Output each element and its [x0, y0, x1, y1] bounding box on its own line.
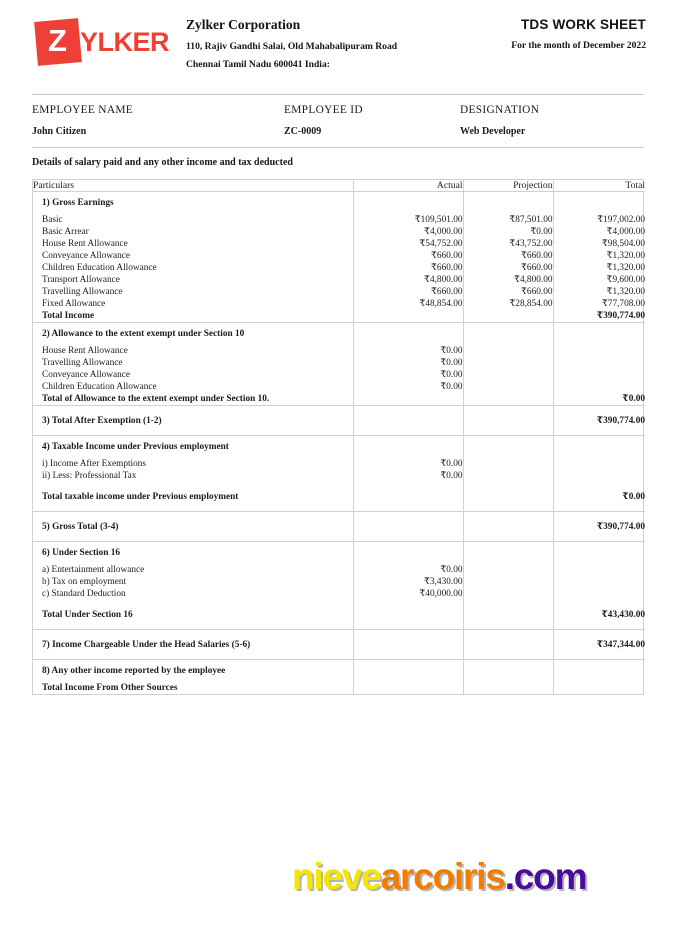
- table-row: [33, 345, 645, 357]
- row-projection: ₹28,854.00: [463, 298, 553, 310]
- watermark: [292, 857, 586, 897]
- employee-header-row: [0, 95, 676, 124]
- row-actual: ₹0.00: [353, 564, 463, 576]
- row-actual: [353, 660, 463, 683]
- row-total: [553, 682, 645, 694]
- row-projection: [463, 406, 553, 436]
- employee-designation-label: DESIGNATION: [460, 104, 540, 116]
- table-row: [33, 564, 645, 576]
- row-actual: ₹109,501.00: [353, 214, 463, 226]
- row-label: b) Tax on employment: [42, 577, 127, 587]
- table-row: [33, 630, 645, 660]
- row-projection: [463, 660, 553, 683]
- row-actual: ₹54,752.00: [353, 238, 463, 250]
- logo-wordmark: YLKER: [80, 27, 170, 57]
- row-label: Total Income From Other Sources: [42, 683, 178, 693]
- row-label: a) Entertainment allowance: [42, 565, 145, 575]
- row-actual: [353, 393, 463, 406]
- row-projection: [463, 588, 553, 600]
- row-actual: ₹0.00: [353, 470, 463, 482]
- row-label: Travelling Allowance: [42, 358, 123, 368]
- row-projection: ₹4,800.00: [463, 274, 553, 286]
- row-actual: ₹4,000.00: [353, 226, 463, 238]
- row-total: [553, 436, 645, 459]
- row-total: ₹0.00: [553, 482, 645, 512]
- table-row: [33, 214, 645, 226]
- logo-z-letter: Z: [48, 23, 66, 58]
- row-label: Total Income: [42, 311, 95, 321]
- row-label: 6) Under Section 16: [33, 542, 353, 565]
- table-row: [33, 588, 645, 600]
- col-total: Total: [553, 180, 645, 192]
- row-actual: [353, 542, 463, 565]
- row-projection: [463, 369, 553, 381]
- row-label: ii) Less: Professional Tax: [42, 471, 137, 481]
- row-projection: [463, 458, 553, 470]
- row-label: Basic Arrear: [42, 227, 89, 237]
- row-total: ₹9,600.00: [553, 274, 645, 286]
- table-row: [33, 393, 645, 406]
- row-total: [553, 458, 645, 470]
- row-projection: [463, 682, 553, 694]
- row-projection: [463, 576, 553, 588]
- employee-name-label: EMPLOYEE NAME: [32, 104, 134, 116]
- table-row: [33, 238, 645, 250]
- watermark-part-2: arcoiris: [380, 856, 505, 897]
- employee-name-value: John Citizen: [32, 126, 87, 137]
- row-projection: [463, 564, 553, 576]
- row-label: 8) Any other income reported by the employee: [33, 660, 353, 683]
- row-actual: ₹0.00: [353, 369, 463, 381]
- salary-table: [33, 180, 645, 694]
- row-total: [553, 660, 645, 683]
- row-actual: ₹660.00: [353, 286, 463, 298]
- table-header-row: [33, 180, 645, 192]
- row-label: Total Under Section 16: [42, 610, 133, 620]
- col-projection: Projection: [463, 180, 553, 192]
- row-actual: [353, 600, 463, 630]
- row-total: [553, 192, 645, 215]
- row-actual: ₹3,430.00: [353, 576, 463, 588]
- row-actual: ₹4,800.00: [353, 274, 463, 286]
- row-projection: [463, 470, 553, 482]
- table-head: [33, 180, 645, 192]
- row-label: 1) Gross Earnings: [42, 198, 114, 208]
- table-row: [33, 310, 645, 323]
- row-projection: ₹87,501.00: [463, 214, 553, 226]
- row-total: [553, 323, 645, 346]
- row-projection: [463, 436, 553, 459]
- table-row: [33, 436, 645, 459]
- row-total: ₹1,320.00: [553, 250, 645, 262]
- row-projection: [463, 323, 553, 346]
- row-total: [553, 357, 645, 369]
- table-row: [33, 262, 645, 274]
- row-actual: [353, 323, 463, 346]
- row-actual: [353, 406, 463, 436]
- row-total: ₹1,320.00: [553, 286, 645, 298]
- row-label: 3) Total After Exemption (1-2): [33, 406, 353, 436]
- row-total: [553, 470, 645, 482]
- table-row: [33, 406, 645, 436]
- row-label: House Rent Allowance: [42, 239, 128, 249]
- row-projection: [463, 345, 553, 357]
- row-label: c) Standard Deduction: [42, 589, 126, 599]
- zylker-logo: [32, 18, 184, 66]
- row-total: ₹4,000.00: [553, 226, 645, 238]
- row-actual: ₹48,854.00: [353, 298, 463, 310]
- row-label: Basic: [42, 215, 63, 225]
- table-row: [33, 323, 645, 346]
- table-row: [33, 250, 645, 262]
- row-total: ₹1,320.00: [553, 262, 645, 274]
- row-total: [553, 381, 645, 393]
- row-actual: [353, 192, 463, 215]
- row-label: House Rent Allowance: [42, 346, 128, 356]
- table-row: [33, 660, 645, 683]
- row-label: Total of Allowance to the extent exempt under Section 10.: [42, 394, 270, 404]
- row-actual: [353, 436, 463, 459]
- col-particulars: Particulars: [33, 180, 353, 192]
- row-projection: ₹0.00: [463, 226, 553, 238]
- watermark-part-3: .com: [504, 856, 587, 897]
- table-row: [33, 512, 645, 542]
- row-label: 5) Gross Total (3-4): [33, 512, 353, 542]
- row-actual: [353, 512, 463, 542]
- row-total: ₹43,430.00: [553, 600, 645, 630]
- table-row: [33, 357, 645, 369]
- table-row: [33, 298, 645, 310]
- row-total: [553, 576, 645, 588]
- row-total: ₹77,708.00: [553, 298, 645, 310]
- row-label: 2) Allowance to the extent exempt under Section 10: [33, 323, 353, 346]
- row-label: Children Education Allowance: [42, 382, 157, 392]
- row-projection: [463, 542, 553, 565]
- row-actual: [353, 682, 463, 694]
- company-address: 110, Rajiv Gandhi Salai, Old Mahabalipuram Road Chennai Tamil Nadu 600041 India:: [186, 41, 398, 70]
- row-total: [553, 564, 645, 576]
- employee-designation-value: Web Developer: [460, 126, 526, 137]
- table-row: [33, 274, 645, 286]
- page-title: TDS WORK SHEET: [520, 17, 646, 32]
- row-label: Transport Allowance: [42, 275, 120, 285]
- employee-id-value: ZC-0009: [284, 126, 322, 137]
- row-projection: [463, 512, 553, 542]
- table-row: [33, 682, 645, 694]
- table-row: [33, 381, 645, 393]
- row-projection: [463, 192, 553, 215]
- details-note: Details of salary paid and any other income and tax deducted: [32, 157, 293, 168]
- row-total: ₹98,504.00: [553, 238, 645, 250]
- document-header: [0, 0, 676, 74]
- row-label: Children Education Allowance: [42, 263, 157, 273]
- table-row: [33, 369, 645, 381]
- row-projection: [463, 381, 553, 393]
- col-actual: Actual: [353, 180, 463, 192]
- row-actual: ₹0.00: [353, 381, 463, 393]
- table-row: [33, 600, 645, 630]
- table-row: [33, 286, 645, 298]
- employee-id-label: EMPLOYEE ID: [284, 104, 363, 116]
- row-label: Total taxable income under Previous employment: [42, 492, 239, 502]
- row-projection: [463, 393, 553, 406]
- table-row: [33, 226, 645, 238]
- row-label: i) Income After Exemptions: [42, 459, 147, 469]
- row-total: [553, 542, 645, 565]
- row-label: 7) Income Chargeable Under the Head Salaries (5-6): [33, 630, 353, 660]
- row-projection: ₹660.00: [463, 262, 553, 274]
- company-name: Zylker Corporation: [186, 17, 301, 32]
- row-actual: ₹0.00: [353, 458, 463, 470]
- row-total: ₹0.00: [553, 393, 645, 406]
- table-row: [33, 470, 645, 482]
- table-row: [33, 192, 645, 215]
- document-title-block: [432, 14, 646, 52]
- table-row: [33, 482, 645, 512]
- row-total: ₹347,344.00: [553, 630, 645, 660]
- table-body: [33, 192, 645, 695]
- row-label: Travelling Allowance: [42, 287, 123, 297]
- row-projection: [463, 357, 553, 369]
- row-total: ₹390,774.00: [553, 512, 645, 542]
- row-label: Fixed Allowance: [42, 299, 106, 309]
- watermark-part-1: nieve: [292, 856, 381, 897]
- employee-value-row: [0, 124, 676, 147]
- document-period: For the month of December 2022: [511, 40, 646, 51]
- row-actual: [353, 482, 463, 512]
- row-projection: [463, 482, 553, 512]
- row-total: [553, 369, 645, 381]
- salary-table-wrapper: [32, 179, 644, 695]
- row-projection: [463, 600, 553, 630]
- row-total: ₹197,002.00: [553, 214, 645, 226]
- row-label: 4) Taxable Income under Previous employment: [33, 436, 353, 459]
- company-info: [184, 14, 432, 74]
- row-label: Conveyance Allowance: [42, 370, 131, 380]
- row-actual: ₹660.00: [353, 250, 463, 262]
- row-total: [553, 345, 645, 357]
- row-actual: [353, 630, 463, 660]
- row-total: ₹390,774.00: [553, 406, 645, 436]
- row-projection: ₹43,752.00: [463, 238, 553, 250]
- row-projection: ₹660.00: [463, 286, 553, 298]
- row-actual: ₹660.00: [353, 262, 463, 274]
- row-actual: ₹0.00: [353, 345, 463, 357]
- row-total: [553, 588, 645, 600]
- table-row: [33, 576, 645, 588]
- company-logo-block: [32, 14, 184, 66]
- row-actual: [353, 310, 463, 323]
- row-total: ₹390,774.00: [553, 310, 645, 323]
- row-projection: [463, 630, 553, 660]
- row-projection: ₹660.00: [463, 250, 553, 262]
- row-actual: ₹0.00: [353, 357, 463, 369]
- row-actual: ₹40,000.00: [353, 588, 463, 600]
- row-projection: [463, 310, 553, 323]
- table-row: [33, 542, 645, 565]
- row-label: Conveyance Allowance: [42, 251, 131, 261]
- table-row: [33, 458, 645, 470]
